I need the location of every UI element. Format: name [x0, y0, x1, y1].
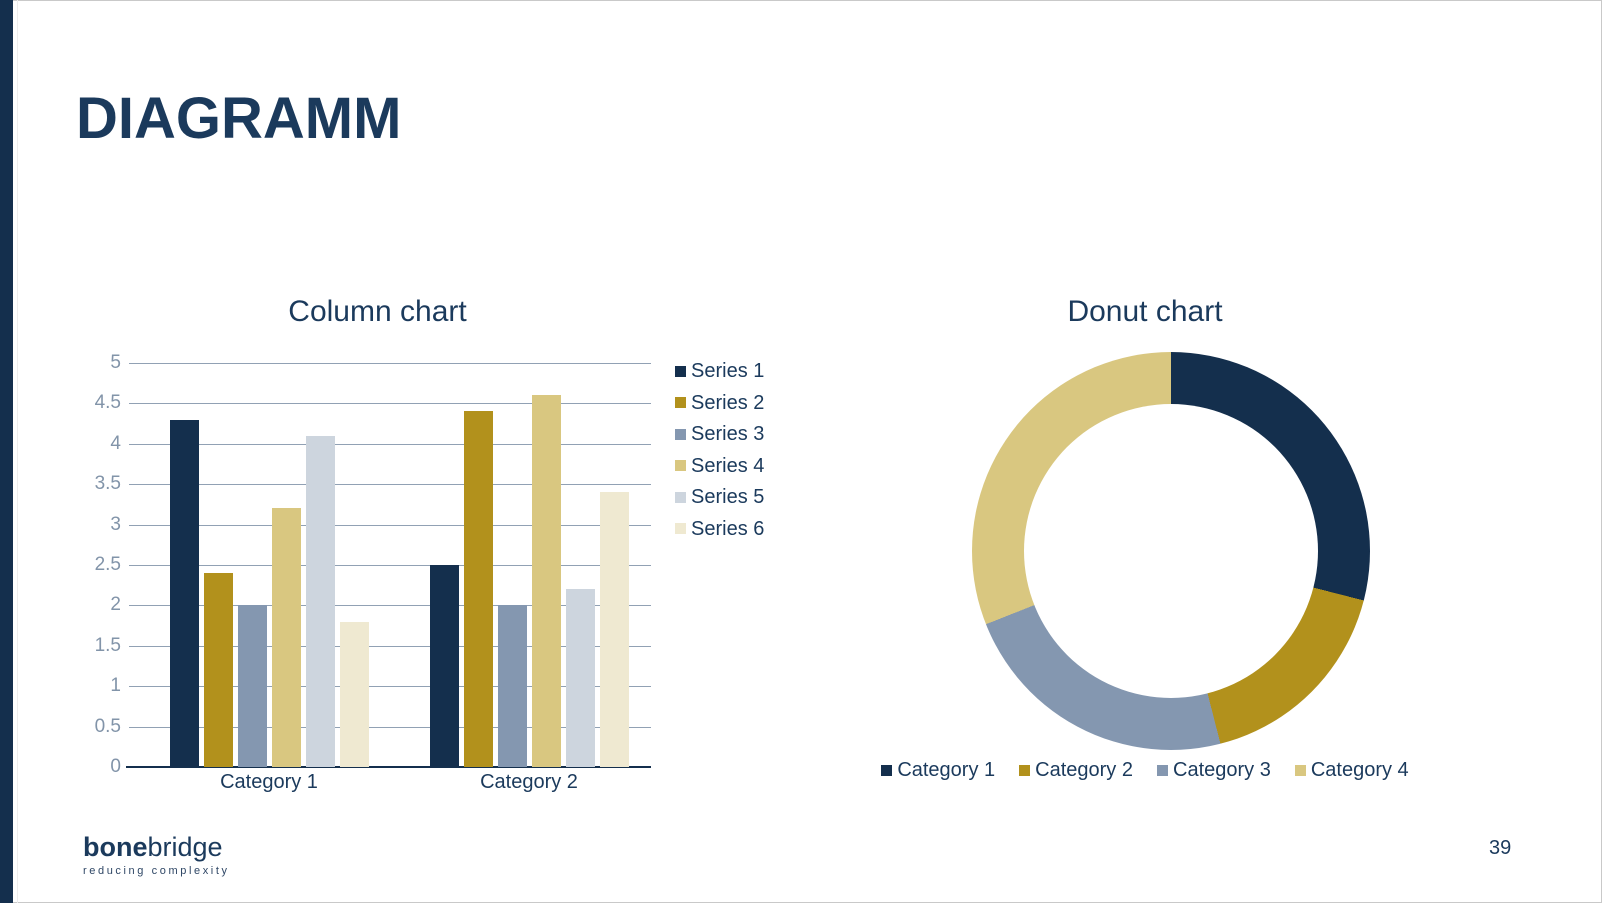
y-tick-label: 3	[110, 513, 121, 535]
y-tick-label: 2.5	[94, 554, 121, 575]
category-label: Category 1	[220, 771, 318, 793]
logo-word-regular: bridge	[147, 832, 223, 862]
legend-swatch-icon	[675, 460, 686, 471]
category-label: Category 2	[480, 771, 578, 793]
page-number: 39	[1489, 837, 1512, 859]
bar-series-4-cat2	[532, 395, 561, 767]
y-tick-label: 2	[110, 594, 121, 616]
legend-swatch-icon	[1295, 765, 1306, 776]
legend-item-series-4	[675, 456, 764, 476]
bar-series-2-cat1	[204, 573, 233, 767]
legend-swatch-icon	[675, 523, 686, 534]
bar-series-4-cat1	[272, 508, 301, 767]
legend-label: Series 4	[691, 454, 765, 477]
gridline	[129, 525, 651, 526]
y-tick-label: 1	[110, 675, 121, 697]
donut-chart-title: Donut chart	[1067, 295, 1223, 328]
legend-item-series-5	[675, 487, 764, 507]
left-hairline	[17, 0, 18, 903]
bar-series-6-cat1	[340, 622, 369, 767]
legend-item-series-1	[675, 361, 764, 381]
y-tick-label: 4.5	[94, 392, 121, 414]
bar-series-5-cat1	[306, 436, 335, 767]
legend-label: Category 2	[1035, 759, 1133, 781]
legend-swatch-icon	[675, 492, 686, 503]
column-chart-title: Column chart	[288, 295, 467, 328]
bar-series-3-cat1	[238, 605, 267, 767]
legend-swatch-icon	[1157, 765, 1168, 776]
legend-item-series-3	[675, 424, 764, 444]
legend-item-series-2	[675, 393, 764, 413]
donut-legend-item-category-3	[1157, 760, 1271, 780]
logo-tagline: reducing complexity	[83, 865, 230, 877]
gridline	[129, 484, 651, 485]
donut-chart	[880, 293, 1410, 793]
gridline	[129, 363, 651, 364]
bar-series-2-cat2	[464, 411, 493, 767]
legend-swatch-icon	[675, 429, 686, 440]
legend-label: Series 2	[691, 391, 765, 414]
donut-legend-item-category-4	[1295, 760, 1409, 780]
bar-series-6-cat2	[600, 492, 629, 767]
logo-wordmark	[83, 834, 230, 861]
legend-label: Category 3	[1173, 759, 1271, 781]
legend-label: Category 1	[897, 759, 996, 781]
y-tick-label: 4	[110, 432, 121, 454]
y-tick-label: 0	[110, 756, 121, 777]
logo	[83, 834, 230, 877]
gridline	[129, 444, 651, 445]
donut-legend-item-category-1	[881, 760, 995, 780]
legend-label: Series 6	[691, 517, 765, 540]
gridline	[129, 565, 651, 566]
y-tick-label: 0.5	[94, 715, 121, 737]
legend-swatch-icon	[881, 765, 892, 776]
donut-legend-item-category-2	[1019, 760, 1133, 780]
legend-swatch-icon	[675, 397, 686, 408]
donut-legend	[880, 760, 1410, 780]
logo-word-bold: bone	[83, 832, 148, 862]
legend-label: Series 1	[691, 360, 765, 382]
legend-label: Series 3	[691, 423, 765, 445]
column-chart-legend	[675, 361, 764, 539]
gridline	[129, 403, 651, 404]
bar-series-5-cat2	[566, 589, 595, 767]
bar-series-1-cat2	[430, 565, 459, 767]
y-tick-label: 3.5	[94, 473, 121, 495]
legend-label: Series 5	[691, 486, 765, 508]
bar-series-1-cat1	[170, 420, 199, 767]
legend-swatch-icon	[1019, 765, 1030, 776]
legend-item-series-6	[675, 519, 764, 539]
legend-label: Category 4	[1310, 759, 1409, 781]
y-tick-label: 1.5	[94, 634, 121, 656]
y-tick-label: 5	[110, 352, 121, 373]
donut-hole	[1024, 404, 1318, 698]
column-chart	[94, 293, 765, 793]
slide-title: DIAGRAMM	[76, 86, 402, 151]
legend-swatch-icon	[675, 366, 686, 377]
bar-series-3-cat2	[498, 605, 527, 767]
left-accent-bar	[0, 0, 13, 903]
